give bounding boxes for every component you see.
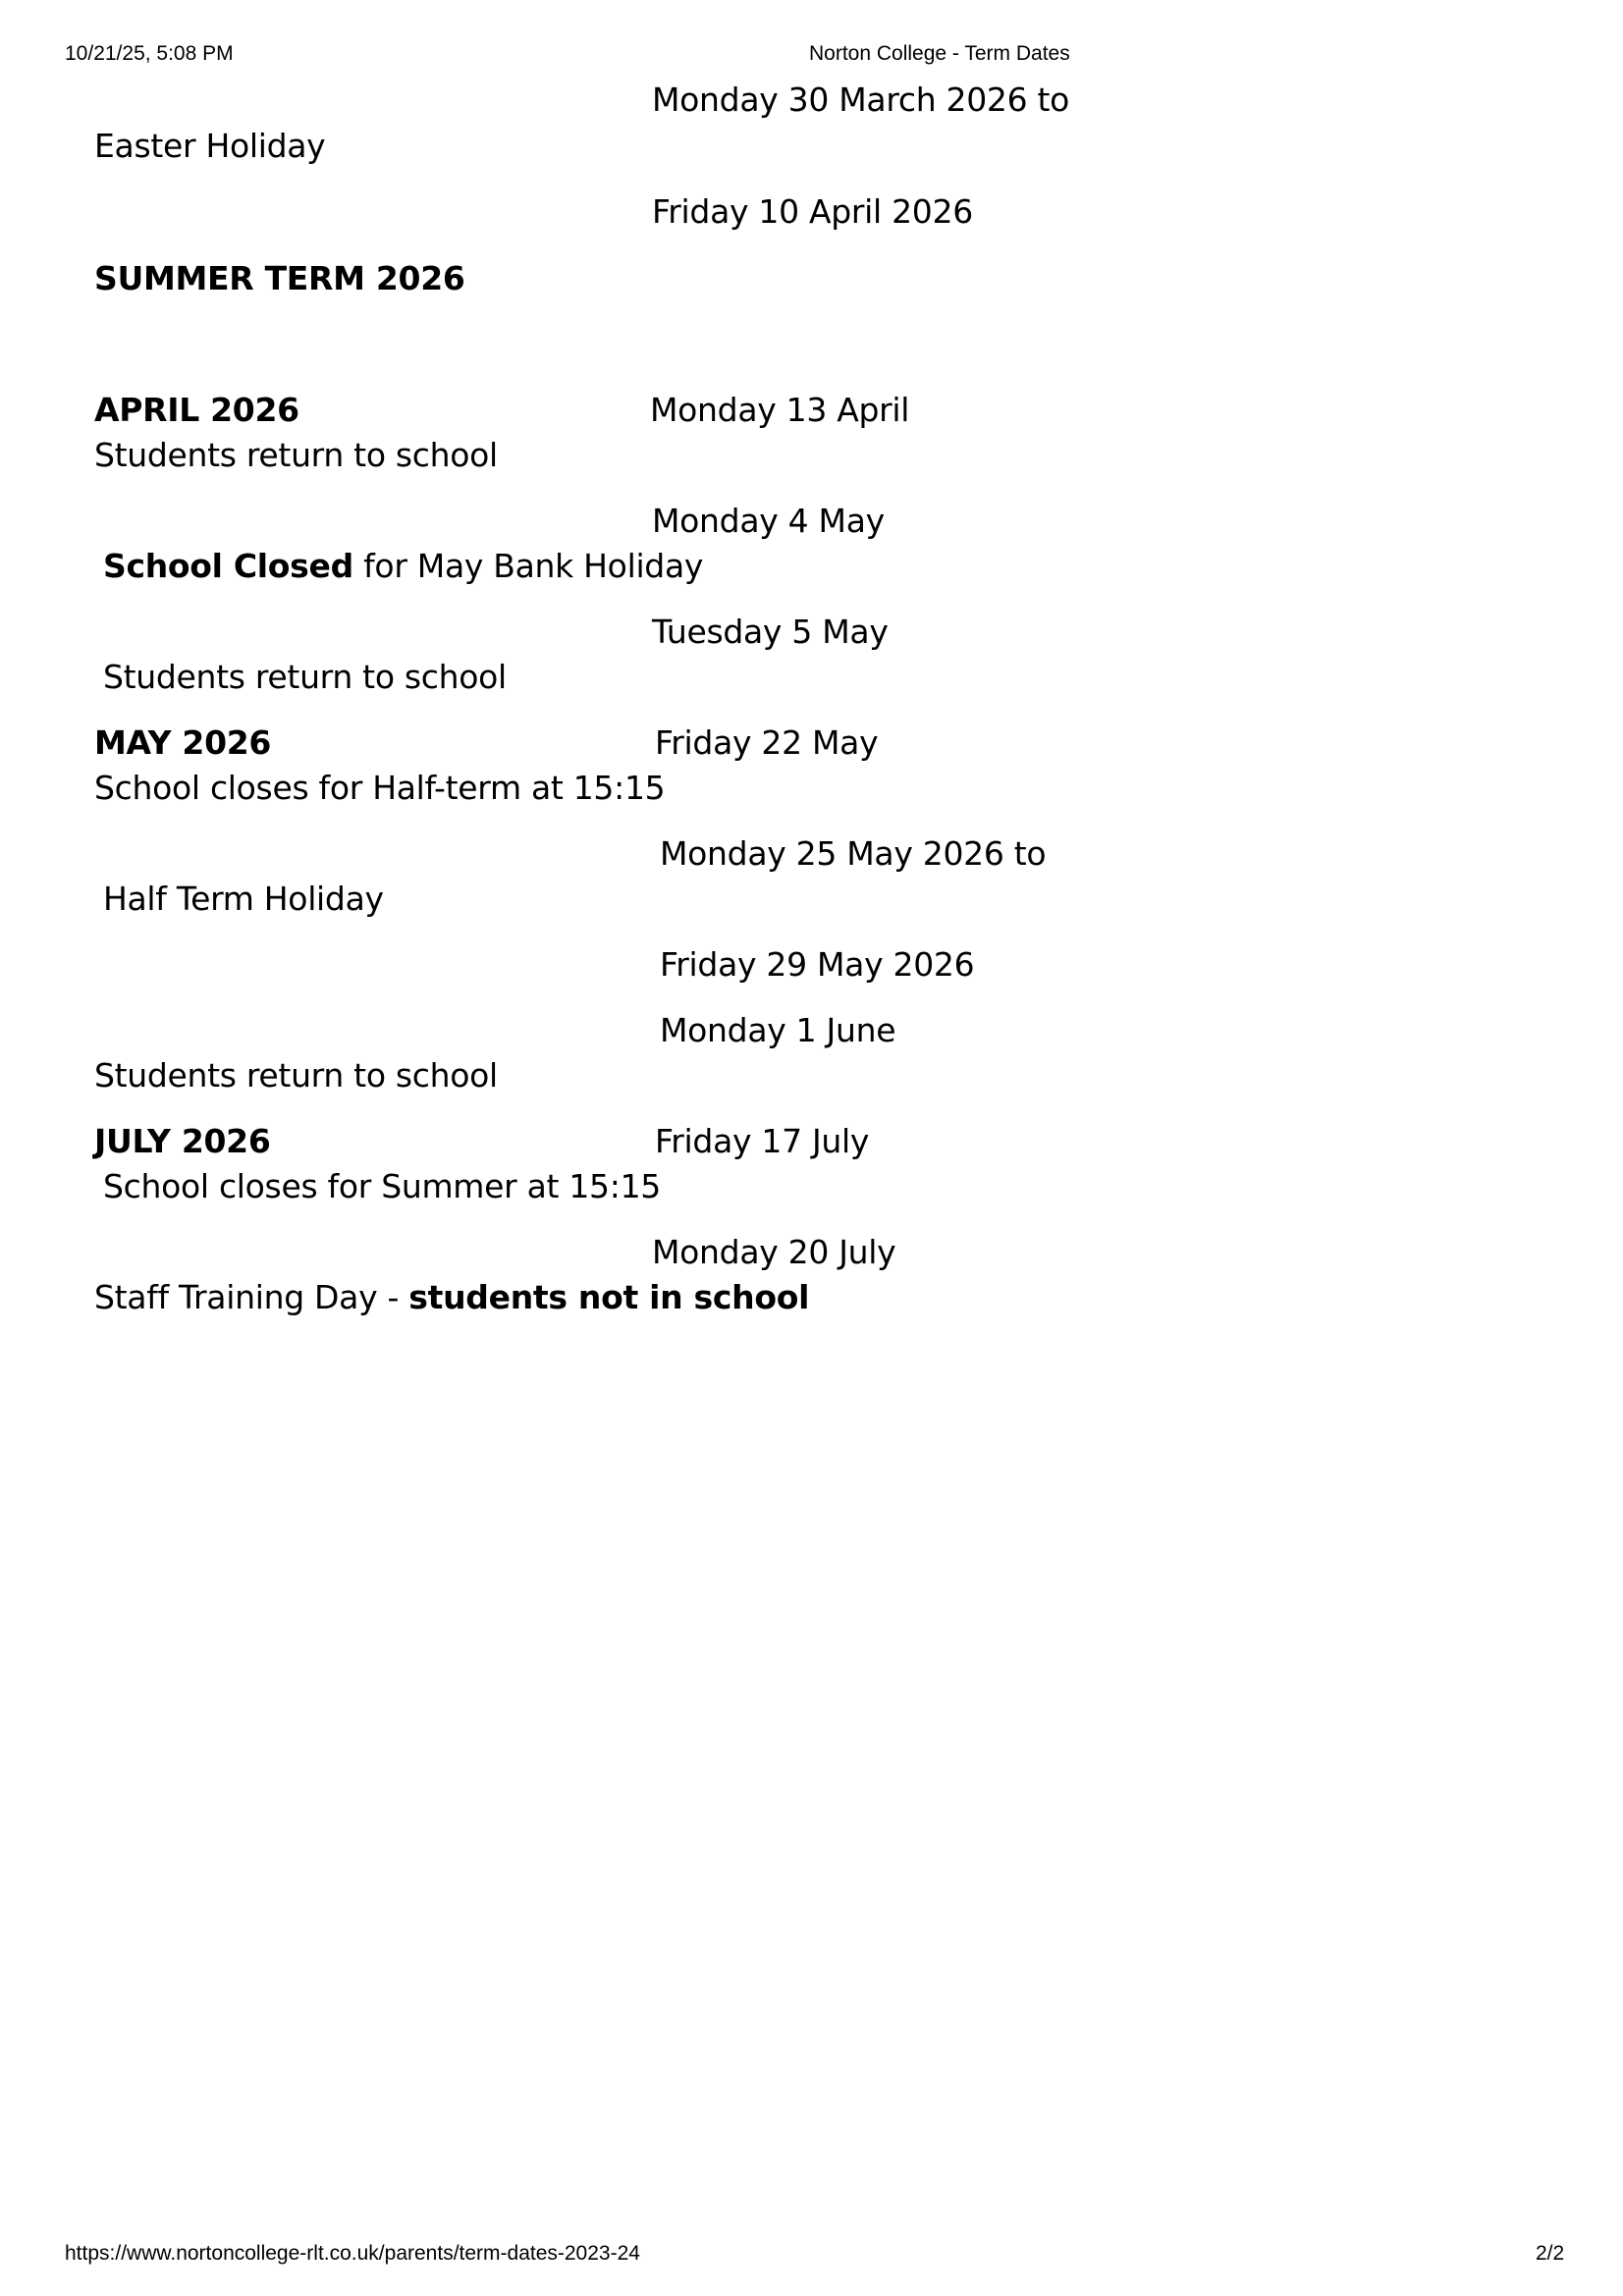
- july-heading: JULY 2026: [94, 1122, 271, 1160]
- april-return-label: Students return to school: [94, 436, 498, 474]
- page-title: Norton College - Term Dates: [809, 42, 1070, 65]
- easter-date-to: Friday 10 April 2026: [652, 192, 973, 231]
- return2-date: Tuesday 5 May: [652, 613, 889, 651]
- training-day-prefix: Staff Training Day -: [94, 1278, 409, 1316]
- training-day-label: [94, 1278, 809, 1317]
- july-close-label: School closes for Summer at 15:15: [103, 1167, 661, 1205]
- training-day-date: Monday 20 July: [652, 1233, 896, 1271]
- may-close-date: Friday 22 May: [655, 723, 879, 762]
- april-heading: APRIL 2026: [94, 391, 299, 429]
- summer-term-heading: SUMMER TERM 2026: [94, 259, 465, 297]
- easter-date-from: Monday 30 March 2026 to: [652, 80, 1070, 119]
- may-close-label: School closes for Half-term at 15:15: [94, 769, 666, 807]
- bank-holiday-label: [103, 547, 703, 586]
- print-datetime: 10/21/25, 5:08 PM: [65, 42, 234, 65]
- students-not-in-school-bold: students not in school: [408, 1278, 810, 1316]
- half-term-label: Half Term Holiday: [103, 880, 384, 918]
- june-return-label: Students return to school: [94, 1056, 498, 1095]
- may-heading: MAY 2026: [94, 723, 272, 762]
- page-url: https://www.nortoncollege-rlt.co.uk/parents/term-dates-2023-24: [65, 2242, 640, 2265]
- bank-holiday-rest: for May Bank Holiday: [352, 547, 704, 585]
- july-close-date: Friday 17 July: [655, 1122, 870, 1160]
- bank-holiday-date: Monday 4 May: [652, 502, 885, 540]
- april-return-date: Monday 13 April: [650, 391, 910, 429]
- easter-holiday-label: Easter Holiday: [94, 127, 326, 165]
- half-term-from: Monday 25 May 2026 to: [660, 834, 1047, 873]
- half-term-to: Friday 29 May 2026: [660, 945, 975, 984]
- school-closed-bold: School Closed: [103, 547, 353, 585]
- june-return-date: Monday 1 June: [660, 1011, 896, 1049]
- return2-label: Students return to school: [103, 658, 507, 696]
- page-number: 2/2: [1536, 2242, 1565, 2265]
